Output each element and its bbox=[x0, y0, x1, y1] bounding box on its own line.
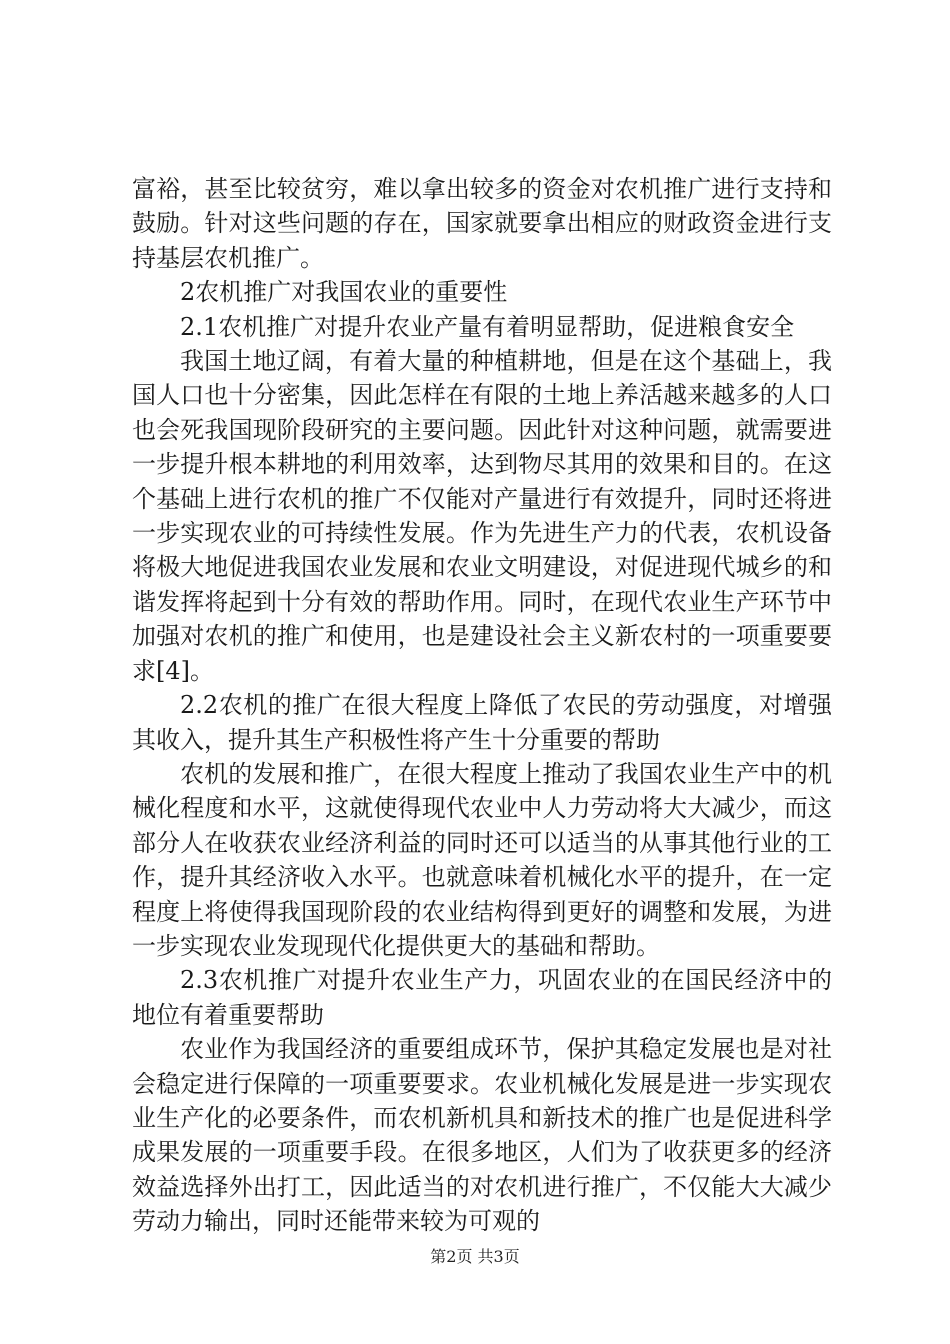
subsection-heading: 2.1农机推广对提升农业产量有着明显帮助，促进粮食安全 bbox=[180, 312, 795, 341]
document-body bbox=[132, 172, 832, 1239]
section-heading: 2农机推广对我国农业的重要性 bbox=[180, 278, 508, 307]
body-paragraph: 农业作为我国经济的重要组成环节，保护其稳定发展也是对社会稳定进行保障的一项重要要求。农业机械化发展是进一步实现农业生产化的必要条件，而农机新机具和新技术的推广也是促进科学成果发展的一项重要手段。在很多地区，人们为了收获更多的经济效益选择外出打工，因此适当的对农机进行推广，不仅能大大减少劳动力输出，同时还能带来较为可观的 bbox=[132, 1035, 832, 1236]
page-footer bbox=[0, 1244, 950, 1267]
paragraph-continuation: 富裕，甚至比较贫穷，难以拿出较多的资金对农机推广进行支持和鼓励。针对这些问题的存在，国家就要拿出相应的财政资金进行支持基层农机推广。 bbox=[132, 175, 832, 272]
subsection-heading: 2.3农机推广对提升农业生产力，巩固农业的在国民经济中的地位有着重要帮助 bbox=[132, 966, 832, 1029]
body-paragraph: 我国土地辽阔，有着大量的种植耕地，但是在这个基础上，我国人口也十分密集，因此怎样在有限的土地上养活越来越多的人口也会死我国现阶段研究的主要问题。因此针对这种问题，就需要进一步提升根本耕地的利用效率，达到物尽其用的效果和目的。在这个基础上进行农机的推广不仅能对产量进行有效提升，同时还将进一步实现农业的可持续性发展。作为先进生产力的代表，农机设备将极大地促进我国农业发展和农业文明建设，对促进现代城乡的和谐发挥将起到十分有效的帮助作用。同时，在现代农业生产环节中加强对农机的推广和使用，也是建设社会主义新农村的一项重要要求[4]。 bbox=[132, 347, 832, 685]
page-number-label: 第2页 共3页 bbox=[430, 1247, 520, 1266]
body-paragraph: 农机的发展和推广，在很大程度上推动了我国农业生产中的机械化程度和水平，这就使得现代农业中人力劳动将大大减少，而这部分人在收获农业经济利益的同时还可以适当的从事其他行业的工作，提升其经济收入水平。也就意味着机械化水平的提升，在一定程度上将使得我国现阶段的农业结构得到更好的调整和发展，为进一步实现农业发现现代化提供更大的基础和帮助。 bbox=[132, 759, 832, 960]
subsection-heading: 2.2农机的推广在很大程度上降低了农民的劳动强度，对增强其收入，提升其生产积极性将产生十分重要的帮助 bbox=[132, 691, 832, 754]
